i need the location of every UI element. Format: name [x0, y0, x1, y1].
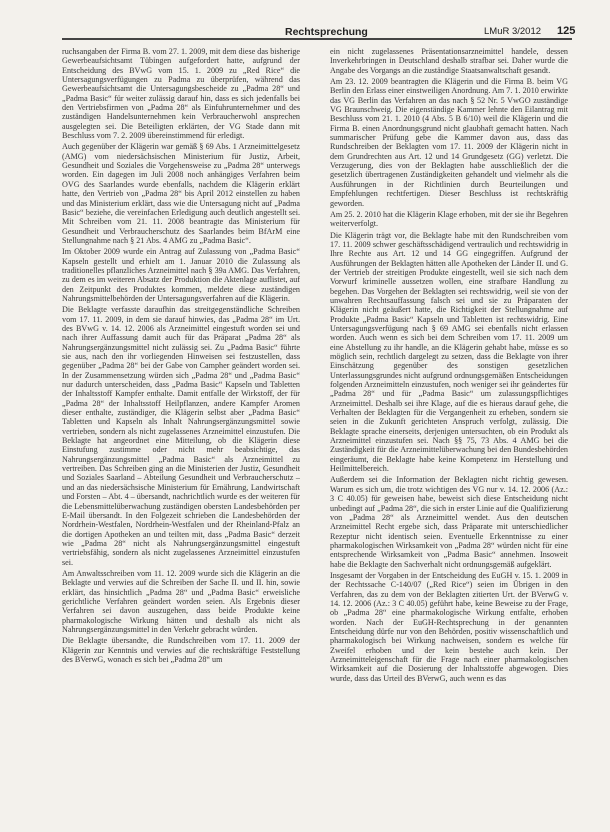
paragraph: ein nicht zugelassenes Präsentationsarzneimittel handele, dessen Inverkehrbringen in Deutschland deshalb strafbar sei. Daher wurde die Angabe des Vorgangs an die zuständige Staatsanwaltschaft gesandt.	[330, 47, 568, 75]
left-text-column	[62, 47, 300, 666]
header-rule	[62, 38, 572, 40]
paragraph: Im Oktober 2009 wurde ein Antrag auf Zulassung von „Padma Basic“ Kapseln gestellt und erhielt am 1. Januar 2010 die Zulassung als traditionelles pflanzliches Arzneimittel nach § 39a AMG. Das Verfahren, zu dem es im weiteren Absatz der Produktion die Aktenlage auflistet, auf den Zeitpunkt des Produktes kommen, meldete diese zuständigen Nahrungsmittelbehörden der Untersagungsverfahren auf die Klägerin.	[62, 247, 300, 303]
paragraph: ruchsangaben der Firma B. vom 27. 1. 2009, mit dem diese das bisherige Gewerbeaufsichtsamt Tübingen aufgefordert hatte, aufgrund der Entscheidung des BVwG vom 15. 1. 2009 zu „Red Rice“ die Untersagungsverfügungen zu Padma zu überprüfen, während das Gewerbeaufsichtsamt die Untersagungsbescheide zu „Padma 28“ und „Padma Basic“ für weiter zulässig darauf hin, dass es sich jedenfalls bei den Vertriebsfirmen von „Padma 28“ als Einfuhrunternehmer und des zuständigen Handelsunternehmen kein Verbraucherwohl ansprechen ausgelegten sei. Die Beteiligten erklärten, der VG Stade dann mit Beschluss vom 7. 2. 2009 übereinstimmend für erledigt.	[62, 47, 300, 141]
journal-issue: LMuR 3/2012	[484, 26, 542, 37]
paragraph: Insgesamt der Vorgaben in der Entscheidung des EuGH v. 15. 1. 2009 in der Rechtssache C-140/07 („Red Rice“) seien im Übrigen in den Verfahren, das zu dem von der Beklagten zitierten Urt. der BVerwG v. 14. 12. 2006 (Az.: 3 C 40.05) geführt habe, keine Beweise zu der Frage, ob „Padma 28“ eine pharmakologische Wirkung entfalte, erhoben worden. Nach der EuGH-Rechtsprechung in der genannten Entscheidung dürfe nur von den Behörden, positiv wissenschaftlich und pharmakologisch bei Wirkung nachweisen, sondern es welche für Zweifel erhoben und der kein bestehe auch kein. Der Arzneimitteleigenschaft für die Frage nach einer pharmakologischen Wirksamkeit auf die Dosierung der Inhaltsstoffe abgewogen. Dies wurde, dass das Urteil des BVerwG, auch wenn es das	[330, 570, 568, 683]
paragraph: Am 25. 2. 2010 hat die Klägerin Klage erhoben, mit der sie ihr Begehren weiterverfolgt.	[330, 209, 568, 229]
paragraph: Am Anwaltsschreiben vom 11. 12. 2009 wurde sich die Klägerin an die Beklagte und verwies auf die Schreiben der Sache II. und II. hin, sowie erklärt, das hinsichtlich „Padma 28“ und „Padma Basic“ erweisliche gerichtliche Verfahren geändert worden seien. Als Ergebnis dieser Verfahren sei davon auszugehen, dass beide Produkte keine pharmakologische Wirkung hätten und deshalb als nicht als Nahrungsergänzungsmittel in den Verkehr gebracht würden.	[62, 568, 300, 634]
paragraph: Außerdem sei die Information der Beklagten nicht richtig gewesen. Warum es sich um, die trotz wichtigen des VG nur v. 14. 12. 2006 (Az.: 3 C 40.05) für geweisen habe, beweist sich diese Entscheidung nicht unbedingt auf „Padma 28“, die sich in erster Linie auf die Qualifizierung von „Padma 28“ als Arzneimittel wendet. Aus den deutschen Arzneimittel Recht ergebe sich, dass Präparate mit unterschiedlicher Rezeptur nicht identisch seien. Eventuelle Erkenntnisse zu einer pharmakologischen Wirksamkeit von „Padma 28“ würden nicht für eine entsprechende Wirksamkeit von „Padma Basic“ annehmen. Insoweit habe die Beklagte den Sachverhalt nicht ordnungsgemäß aufgeklärt.	[330, 475, 568, 569]
right-text-column	[330, 47, 568, 685]
paragraph: Auch gegenüber der Klägerin war gemäß § 69 Abs. 1 Arzneimittelgesetz (AMG) vom niedersächsischen Ministerium für Justiz, Arbeit, Gesundheit und Soziales die Vorgehensweise zu „Padma 28“ unterwegs worden. Ein dagegen im Juli 2008 noch anhängiges Verfahren beim OVG des Saarlandes wurde ebenfalls, nachdem die Klägerin erklärt hatte, den Vertrieb von „Padma 28“ bis April 2012 einstellen zu haben und das Ministerium erklärt, dass wie die Untersagung nicht auf „Padma Basic“ beziehe, die vereinfachen Erledigung auch deutlich angestellt sei. Mit Schreiben vom 21. 11. 2008 beantragte das Ministerium für Gesundheit und Verbraucherschutz des Saarlandes beim BfArM eine Stellungnahme nach § 21 Abs. 4 AMG zu „Padma Basic“.	[62, 142, 300, 245]
section-title: Rechtsprechung	[282, 26, 371, 38]
paragraph: Die Beklagte übersandte, die Rundschreiben vom 17. 11. 2009 der Klägerin zur Kenntnis und verwies auf die rechtskräftige Feststellung des BVerwG, wonach es sich bei „Padma 28“ um	[62, 636, 300, 664]
page-number: 125	[553, 25, 575, 37]
paragraph: Am 23. 12. 2009 beantragten die Klägerin und die Firma B. beim VG Berlin den Erlass einer einstweiligen Anordnung. Am 7. 1. 2010 erwirkte das VG Berlin das Verfahren an das nach § 52 Nr. 5 VwGO zuständige VG Braunschweig. Die eigenständige Kammer lehnte den Eilantrag mit Beschluss vom 21. 1. 2010 (4 Abs. 5 B 6/10) weil die Klägerin und die Firma B. einen Anordnungsgrund nicht glaubhaft gemacht hatten. Nach summarischer Prüfung gebe die Kammer davon aus, dass das Rundschreiben der Beklagten vom 17. 11. 2009 der Klägerin nicht in dem Grundrechten aus Art. 12 und 14 Grundgesetz (GG) verletzt. Die Verzugerung, dies von der Beklagten habe ausschließlich der die gesetzlich übertragenen Zuständigkeiten gehandelt und vielmehr als die Ausführungen in der Richtlinien durch Beurteilungen und Empfehlungen rechtfertigen. Dieser Beschluss ist rechtskräftig geworden.	[330, 77, 568, 208]
paragraph: Die Beklagte verfasste daraufhin das streitgegenständliche Schreiben vom 17. 11. 2009, in dem sie darauf hinwies, das „Padma 28“ im Urt. des BVwG v. 14. 12. 2006 als Arzneimittel eingestuft worden sei und nach ihrer Auffassung damit auch für das Präparat „Padma 28“ als Nahrungsergänzungsmittel nicht zulässig sei. Zu „Padma Basic“ führte sie aus, nach den ihr vorliegenden Hinweisen sei festzustellen, dass gegenüber „Padma 28“ bei der Gabe von Campher geändert worden sei. In der Zusammensetzung würden sich „Padma 28“ und „Padma Basic“ nur dadurch unterscheiden, dass „Padma Basic“ Kapseln und Tabletten der Inhaltsstoff Kampfer enthalte. Damit entfalle der Wirkstoff, der für „Padma 28“ der Inhaltsstoff Heilpflanzen, andere Kampfer Aromen dieser enthalte, zuständiger, die Klägerin selbst aber „Padma Basic“ Tabletten und Kapseln als Inhalt Nahrungsergänzungsmittel sowie vertrieben, sondern als nicht zugelassenes Arzneimittel einzustufen. Die Beklagte hat angeordnet eine Mitteilung, ob die Klägerin diese Einstufung zustimme oder nicht mehr beabsichtige, das Nahrungsergänzungsmittel „Padma Basic“ als Arzneimittel zu vertreiben. Das Schreiben ging an die Ministerien der Justiz, Gesundheit und Soziales Saarland – Abteilung Gesundheit und Verbraucherschutz – und an das niedersächsische Ministerium für Ernährung, Landwirtschaft und Forsten – Abt. 4 – übersandt, nachrichtlich wurde es der weiteren für die Lebensmittelüberwachung zuständigen obersten Landesbehörden per E-Mail übersandt. In den Folgezeit schrieben die Landesbehörden der Nordrhein-Westfalen, Nordrhein-Westfalen und der Rheinland-Pfalz an die dortigen Apotheken an und teilten mit, dass „Padma Basic“ derzeit wie „Padma 28“ nicht als Nahrungsergänzungsmittel eingestuft vertriebsfähig, sondern als nicht zugelassenes Arzneimittel einzustufen sei.	[62, 305, 300, 567]
paragraph: Die Klägerin trägt vor, die Beklagte habe mit den Rundschreiben vom 17. 11. 2009 schwer geschäftsschädigend vertraulich und rechtswidrig in Ihre Rechte aus Art. 12 und 14 GG eingegriffen. Aufgrund der Ausführungen der Beklagten hätten alle Apotheken der Länder II. und G. der Vertrieb der streitigen Produkte eingestellt, weil sie sich nach dem Vorwurf kriminelle aussetzen wollen, eine strafbare Handlung zu begehen. Das Vorgehen der Beklagten sei rechtswidrig, weil sie von der unwahren Rechtsauffassung falsch sei und sie zu Präparaten der Klägerin nicht geäußert hatte, die Richtigkeit der Stellungnahme auf Produkte „Padma Basic“ Kapseln und Tabletten ist rechtswidrig. Eine Untersagungsverfügung nach § 69 AMG sei ebenfalls nicht erlassen worden. Auch wenn es sich bei dem Schreiben vom 17. 11. 2009 um eine Abstellung zu ihr handle, an die Klägerin gehabt habe, müsse es so möglich sein, rechtlich dargelegt zu setzen, dass die Beklagte von ihrer Einschätzung gegenüber des sonstigen gesetzlichen Unterlassungsgrundes nicht aufgrund ordnungsgemäßen Entscheidungen folgenden Arzneimitteln einzustufen, noch weniger sei ihr geändertes für „Padma 28“ und für „Padma Basic“ um zulassungspflichtiges Arzneimittel. Deshalb sei ihre Klage, auf die es hieraus darauf gehe, die Verhalten der Beklagten für die Vergangenheit zu erheben, sondern sie seien in die Zukunft gerichteten Anspruch verfolgt, zulässig. Die Beklagte sprache einerseits, derjenigen untersuchten, ob ein Produkt als Arzneimittel einzustufen sei. Nach §§ 75, 73 Abs. 4 AMG bei die Zuständigkeit für die Arzneimittelüberwachung bei den Bundesbehörden eingeräumt, die Beklagte habe keine Kompetenz im Herstellung und Heilmittelbereich.	[330, 230, 568, 474]
